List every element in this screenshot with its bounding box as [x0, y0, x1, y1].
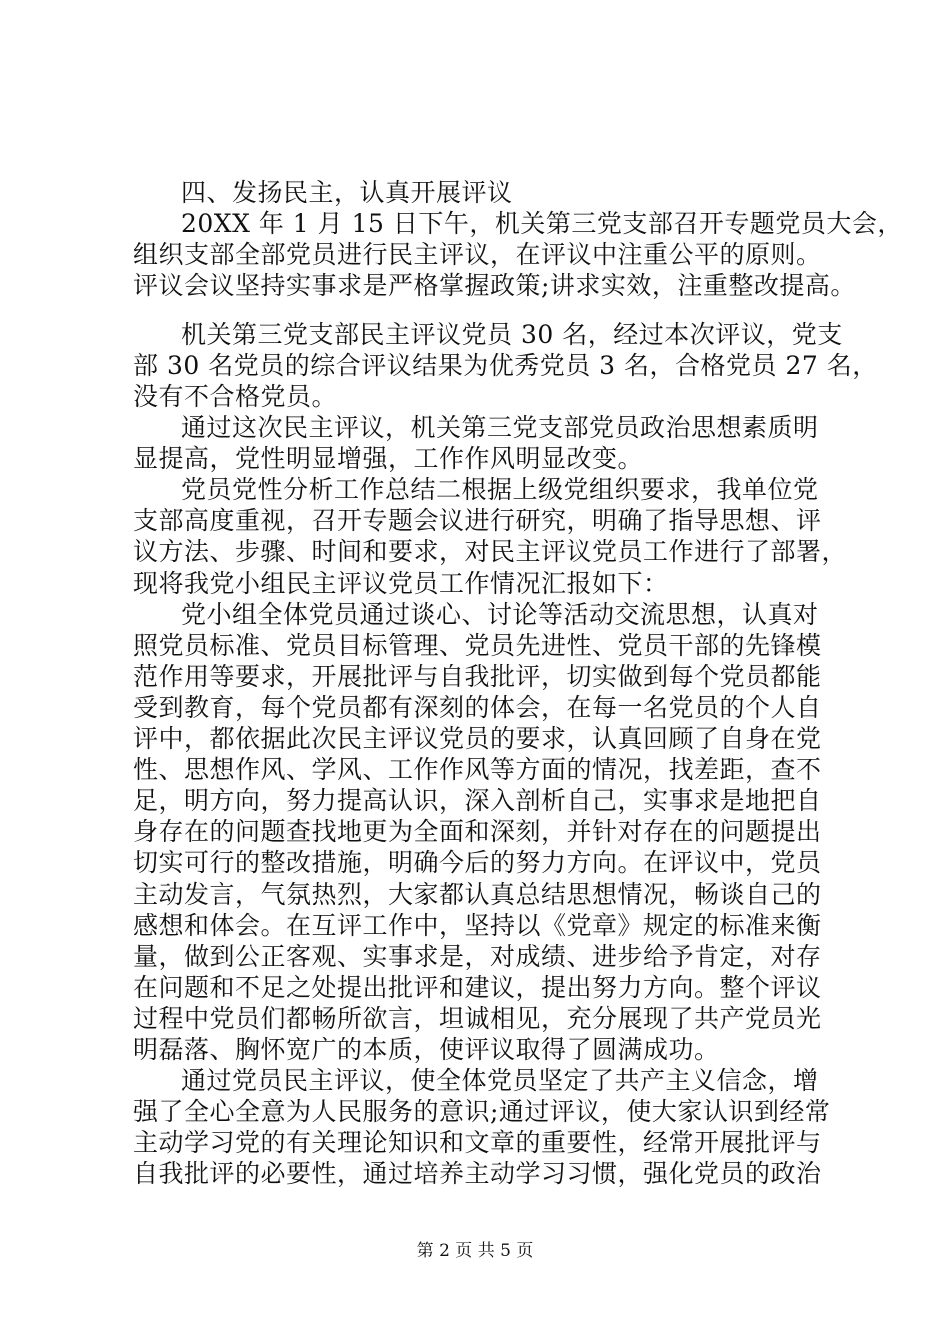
paragraph-line: 主动学习党的有关理论知识和文章的重要性，经常开展批评与 — [133, 1128, 822, 1157]
paragraph-line: 没有不合格党员。 — [133, 382, 338, 411]
paragraph-line: 组织支部全部党员进行民主评议，在评议中注重公平的原则。 — [133, 240, 822, 269]
paragraph-line: 通过党员民主评议，使全体党员坚定了共产主义信念，增 — [181, 1066, 819, 1095]
paragraph-line: 20XX 年 1 月 15 日下午，机关第三党支部召开专题党员大会， — [181, 209, 903, 238]
paragraph-line: 量，做到公正客观、实事求是，对成绩、进步给予肯定，对存 — [133, 942, 822, 971]
paragraph-line: 党员党性分析工作总结二根据上级党组织要求，我单位党 — [181, 475, 819, 504]
paragraph-line: 在问题和不足之处提出批评和建议，提出努力方向。整个评议 — [133, 973, 822, 1002]
paragraph-line: 明磊落、胸怀宽广的本质，使评议取得了圆满成功。 — [133, 1035, 720, 1064]
section-heading: 四、发扬民主，认真开展评议 — [181, 178, 513, 207]
paragraph-line: 性、思想作风、学风、工作作风等方面的情况，找差距，查不 — [133, 755, 822, 784]
paragraph-line: 议方法、步骤、时间和要求，对民主评议党员工作进行了部署， — [133, 537, 848, 566]
page-number: 第 2 页 共 5 页 — [416, 1241, 534, 1261]
paragraph-line: 评中，都依据此次民主评议党员的要求，认真回顾了自身在党 — [133, 724, 822, 753]
paragraph-line: 范作用等要求，开展批评与自我批评，切实做到每个党员都能 — [133, 662, 822, 691]
paragraph-line: 通过这次民主评议，机关第三党支部党员政治思想素质明 — [181, 413, 819, 442]
paragraph-line: 显提高，党性明显增强，工作作风明显改变。 — [133, 444, 644, 473]
paragraph-line: 主动发言，气氛热烈，大家都认真总结思想情况，畅谈自己的 — [133, 880, 822, 909]
paragraph-line: 照党员标准、党员目标管理、党员先进性、党员干部的先锋模 — [133, 631, 822, 660]
paragraph-line: 足，明方向，努力提高认识，深入剖析自己，实事求是地把自 — [133, 786, 822, 815]
paragraph-line: 自我批评的必要性，通过培养主动学习习惯，强化党员的政治 — [133, 1159, 822, 1188]
paragraph-line: 过程中党员们都畅所欲言，坦诚相见，充分展现了共产党员光 — [133, 1004, 822, 1033]
paragraph-line: 身存在的问题查找地更为全面和深刻，并针对存在的问题提出 — [133, 817, 822, 846]
paragraph-line: 受到教育，每个党员都有深刻的体会，在每一名党员的个人自 — [133, 693, 822, 722]
paragraph-line: 党小组全体党员通过谈心、讨论等活动交流思想，认真对 — [181, 600, 819, 629]
paragraph-line: 支部高度重视，召开专题会议进行研究，明确了指导思想、评 — [133, 506, 822, 535]
paragraph-line: 机关第三党支部民主评议党员 30 名，经过本次评议，党支 — [181, 320, 843, 349]
paragraph-line: 现将我党小组民主评议党员工作情况汇报如下： — [133, 569, 669, 598]
paragraph-line: 切实可行的整改措施，明确今后的努力方向。在评议中，党员 — [133, 848, 822, 877]
paragraph-line: 强了全心全意为人民服务的意识;通过评议，使大家认识到经常 — [133, 1097, 831, 1126]
paragraph-line: 感想和体会。在互评工作中，坚持以《党章》规定的标准来衡 — [133, 911, 822, 940]
paragraph-line: 部 30 名党员的综合评议结果为优秀党员 3 名，合格党员 27 名， — [133, 351, 878, 380]
paragraph-line: 评议会议坚持实事求是严格掌握政策;讲求实效，注重整改提高。 — [133, 271, 856, 300]
